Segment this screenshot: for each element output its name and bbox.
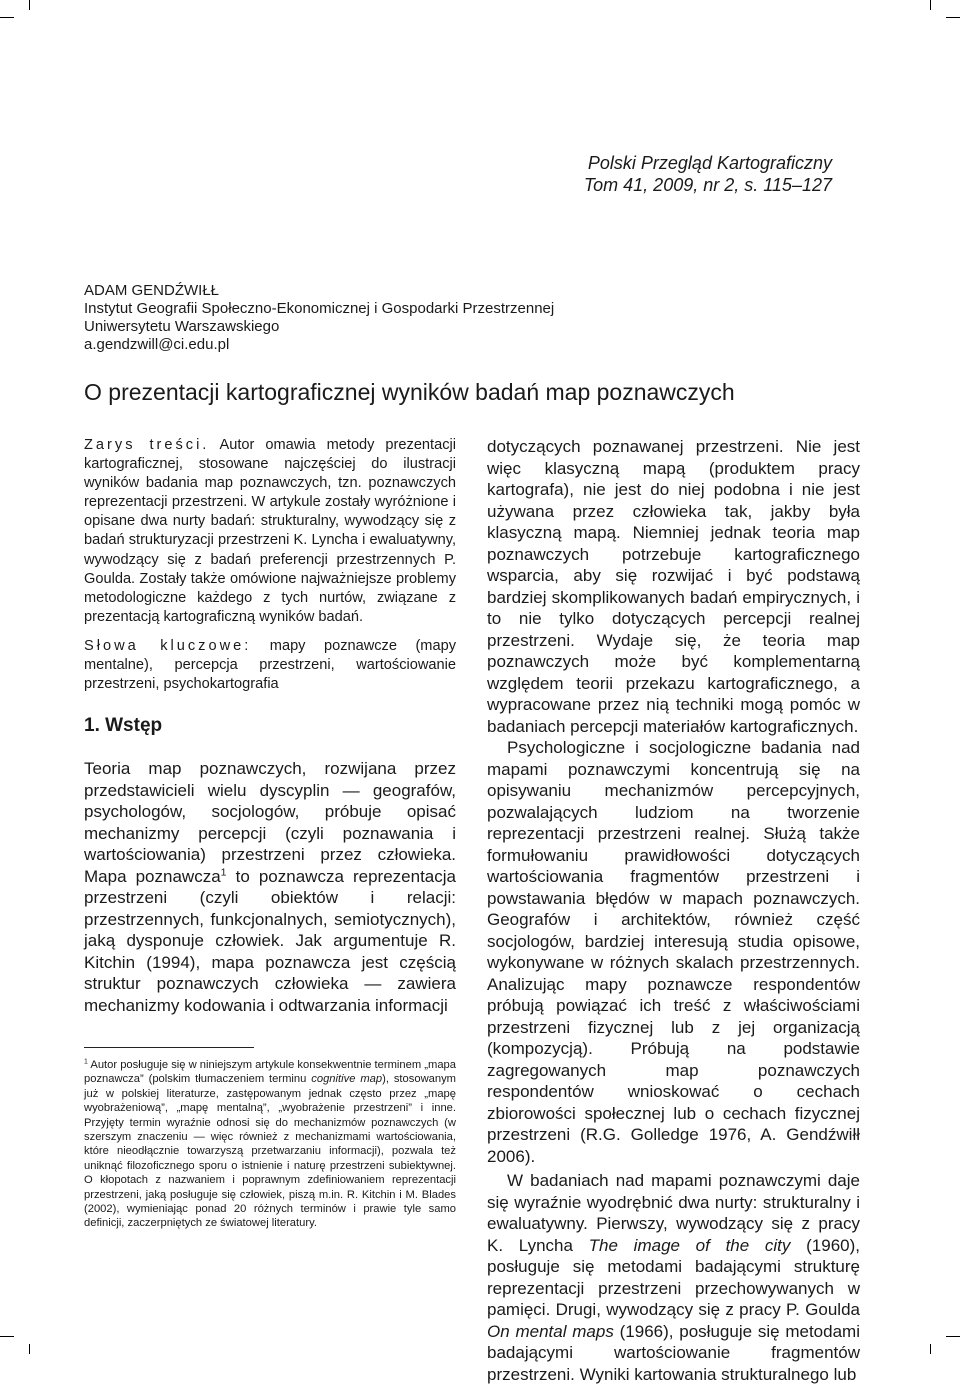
body-text: Teoria map poznawczych, rozwijana przez przedstawicieli wielu dyscyplin — geografów, psychologów, socjologów, próbuje opisać mechanizmy percepcji (czyli poznawania i wartościowania) przestrzeni przez człowieka. Mapa poznawcza — [84, 759, 456, 886]
crop-mark — [930, 0, 931, 10]
body-paragraph-1-continued: dotyczących poznawanej przestrzeni. Nie jest więc klasyczną mapą (produktem pracy kartografa), nie jest do niej podobna i nie jest używana przez człowieka tak, jakby była klasyczną mapą. Niemniej jednak teoria map poznawczych potrzebuje kartograficznego wsparcia, aby się rozwijać i być podstawą bardziej skomplikowanych badań empirycznych, i to nie tylko dotyczących percepcji realnej przestrzeni. Wydaje się, że teoria map poznawczych może być komplementarną względem teorii przekazu kartograficznego, a wypracowane przez nią techniki mogą pomóc w badaniach percepcji materiałów kartograficznych. — [487, 437, 860, 736]
crop-mark — [0, 17, 14, 18]
footnote — [84, 1058, 456, 1231]
footnote-italic: cognitive map — [311, 1073, 383, 1086]
footnote-divider — [84, 1047, 254, 1048]
crop-mark — [946, 17, 960, 18]
body-text: W badaniach nad mapami poznawczymi daje się wyraźnie wyodrębnić dwa nurty: strukturalny i ewaluatywny. Pierwszy, wywodzący się z pracy K. Lyncha — [487, 1171, 860, 1255]
author-university: Uniwersytetu Warszawskiego — [84, 318, 280, 335]
author-block — [84, 282, 554, 354]
keywords-label: Słowa kluczowe: — [84, 637, 252, 654]
body-paragraph-3 — [487, 1170, 860, 1385]
author-name: ADAM GENDŹWIŁŁ — [84, 282, 220, 299]
section-heading: 1. Wstęp — [84, 715, 163, 737]
body-text: (1966), posługuje się metodami badającymi wartościowanie fragmentów przestrzeni. Wyniki kartowania strukturalnego lub — [487, 1321, 860, 1384]
author-email[interactable]: a.gendzwill@ci.edu.pl — [84, 336, 230, 353]
abstract — [84, 436, 456, 627]
right-column — [487, 436, 860, 1385]
keywords — [84, 637, 456, 694]
footnote-text: ), stosowanym już w polskiej literaturze, zastępowanym jednak często przez „mapę wyobrażeniową”, „mapę mentalną”, „wyobrażenie przestrzeni” i inne. Przyjęty termin wyraźnie odnosi się do mechanizmów poznawczych (w szerszym znaczeniu — więc również z mechanizmami wartościowania, które nieodłącznie towarzyszą przetwarzaniu informacji), pozwala też uniknąć filozoficznego sporu o istnienie i naturę przestrzeni subiektywnej. O kłopotach z nazwaniem i poprawnym zdefiniowaniem reprezentacji przestrzeni, jaką posługuje się człowiek, piszą m.in. R. Kitchin i M. Blades (2002), wymieniając ponad 20 różnych terminów i prawie tyle samo definicji, zaczerpniętych ze światowej literatury. — [84, 1073, 457, 1230]
crop-mark — [0, 1336, 14, 1337]
paper-title: O prezentacji kartograficznej wyników badań map poznawczych — [84, 379, 735, 405]
journal-header — [584, 152, 832, 196]
body-paragraph-1 — [84, 758, 456, 1016]
body-text: to poznawcza reprezentacja przestrzeni (czyli obiektów i relacji: przestrzennych, funkcjonalnych, semiotycznych), jaką dysponuje człowiek. Jak argumentuje R. Kitchin (1994), mapa poznawcza jest częścią struktur poznawczych człowieka — zawiera mechanizmy kodowania i odtwarzania informacji — [84, 866, 456, 1015]
abstract-text: Autor omawia metody prezentacji kartograficznej, stosowane najczęściej do ilustracji wyników badania map poznawczych, tzn. poznawczych reprezentacji przestrzeni. W artykule zostały wyróżnione i opisane dwa nurty badań: strukturalny, wywodzący się z badań strukturyzacji przestrzeni K. Lyncha i ewaluatywny, wywodzący się z badań preferencji przestrzennych P. Goulda. Zostały także omówione najważniejsze problemy metodologiczne każdego z tych nurtów, związane z prezentacją kartograficzną wyników badań. — [84, 437, 457, 625]
crop-mark — [930, 1344, 931, 1354]
body-text: (1960), posługuje się metodami badającymi strukturę reprezentacji przestrzeni przechowywanych w pamięci. Drugi, wywodzący się z pracy P. Goulda — [487, 1235, 860, 1319]
book-title: On mental maps — [487, 1321, 614, 1341]
footnote-number: 1 — [84, 1058, 88, 1066]
footnote-text: Autor posługuje się w niniejszym artykule konsekwentnie terminem „mapa poznawcza” (polskim tłumaczeniem terminu — [84, 1059, 456, 1086]
abstract-label: Zarys treści. — [84, 437, 210, 453]
journal-name: Polski Przegląd Kartograficzny — [587, 153, 832, 173]
crop-mark — [29, 0, 30, 10]
crop-mark — [29, 1344, 30, 1354]
keywords-text: mapy poznawcze (mapy mentalne), percepcja przestrzeni, wartościowanie przestrzeni, psychokartografia — [84, 637, 456, 693]
book-title: The image of the city — [588, 1235, 791, 1255]
footnote-ref[interactable]: 1 — [220, 866, 227, 879]
journal-volume: Tom 41, 2009, nr 2, s. 115–127 — [583, 175, 832, 195]
author-institute: Instytut Geografii Społeczno-Ekonomicznej i Gospodarki Przestrzennej — [84, 300, 555, 317]
left-column — [84, 436, 456, 1016]
body-paragraph-2: Psychologiczne i socjologiczne badania nad mapami poznawczymi koncentrują się na opisywaniu mechanizmów percepcyjnych, pozwalających ludziom na tworzenie reprezentacji przestrzeni realnej. Służą także formułowaniu prawidłowości dotyczących wartościowania fragmentów przestrzeni i powstawania błędów w mapach poznawczych. Geografów i architektów, również część socjologów, bardziej interesują studia opisowe, wykonywane w różnych skalach przestrzennych. Analizując mapy poznawcze respondentów próbują powiązać ich treść z właściwościami przestrzeni fizycznej lub z jej organizacją (kompozycją). Próbują na podstawie zagregowanych map poznawczych respondentów wnioskować o cechach zbiorowości społecznej lub o cechach fizycznej przestrzeni (R.G. Golledge 1976, A. Gendźwiłł 2006). — [487, 738, 860, 1166]
crop-mark — [946, 1336, 960, 1337]
